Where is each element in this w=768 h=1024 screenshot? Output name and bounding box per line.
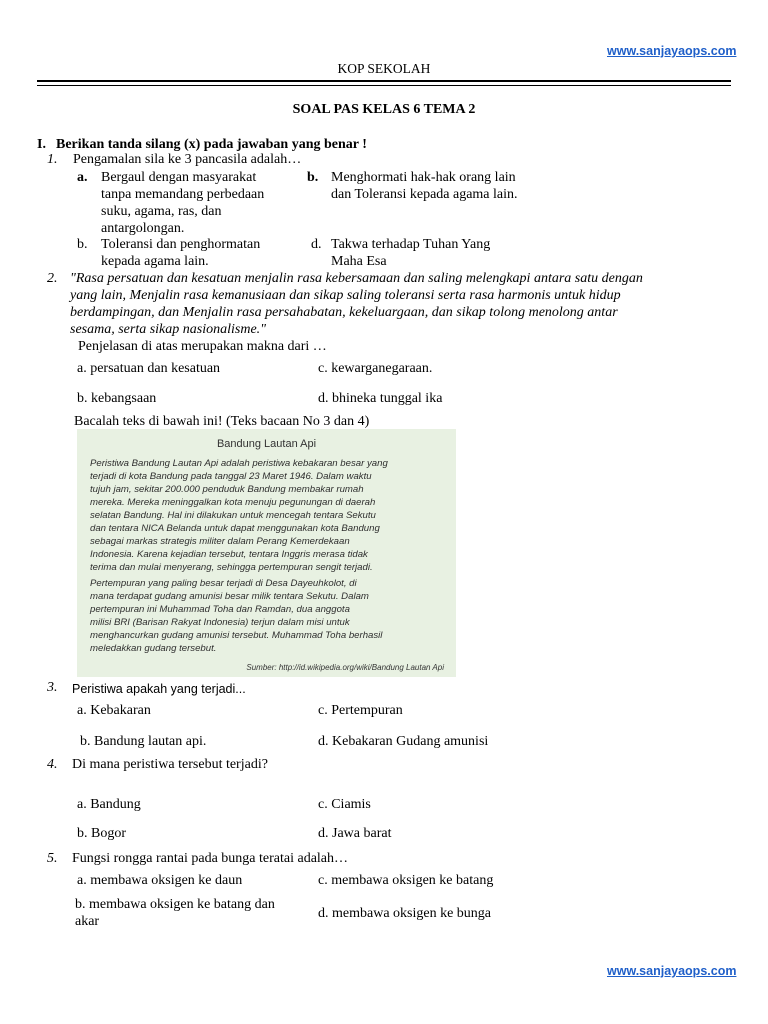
q1-option-a-line: antargolongan. [101,221,185,236]
q2-option-d: d. bhineka tunggal ika [318,391,443,406]
q5-option-a: a. membawa oksigen ke daun [77,873,243,888]
q2-option-c: c. kewarganegaraan. [318,361,433,376]
q5-option-c: c. membawa oksigen ke batang [318,873,494,888]
q5-option-b-line: akar [75,914,100,929]
q2-number: 2. [47,271,58,286]
q2-quote-line: "Rasa persatuan dan kesatuan menjalin rasa kebersamaan dan saling melengkapi antara satu dengan [70,271,643,286]
q3-text: Peristiwa apakah yang terjadi... [72,682,246,696]
q2-question: Penjelasan di atas merupakan makna dari … [78,339,327,354]
q3-option-a: a. Kebakaran [77,703,151,718]
passage-line: Pertempuran yang paling besar terjadi di Desa Dayeuhkolot, di [90,578,357,589]
q2-quote-line: sesama, serta sikap nasionalisme." [70,322,267,337]
header-rule-thick [37,80,731,82]
passage-line: meledakkan gudang tersebut. [90,643,217,654]
passage-line: dan tentara NICA Belanda untuk dapat menggunakan kota Bandung [90,523,380,534]
q1-option-b-label: b. [307,170,319,185]
q3-option-b: b. Bandung lautan api. [80,734,207,749]
q4-number: 4. [47,757,58,772]
q1-option-a-line: Bergaul dengan masyarakat [101,170,257,185]
reading-passage-box [77,429,456,677]
kop-sekolah: KOP SEKOLAH [337,61,431,76]
section-number: I. [37,137,46,152]
q1-option-d-label: d. [311,237,322,252]
q5-option-b-line: b. membawa oksigen ke batang dan [75,897,275,912]
passage-line: Peristiwa Bandung Lautan Api adalah peristiwa kebakaran besar yang [90,458,388,469]
q1-option-a-line: suku, agama, ras, dan [101,204,222,219]
passage-title: Bandung Lautan Api [216,438,317,450]
reading-instruction: Bacalah teks di bawah ini! (Teks bacaan No 3 dan 4) [74,414,370,429]
q3-option-d: d. Kebakaran Gudang amunisi [318,734,489,749]
q1-option-b-line: Menghormati hak-hak orang lain [331,170,516,185]
q2-option-b: b. kebangsaan [77,391,157,406]
header-rule-thin [37,85,731,86]
q3-option-c: c. Pertempuran [318,703,403,718]
q1-option-c-line: kepada agama lain. [101,254,209,269]
q1-option-b-line: dan Toleransi kepada agama lain. [331,187,518,202]
passage-line: sebagai markas strategis militer dalam Perang Kemerdekaan [90,536,350,547]
q1-number: 1. [47,152,58,167]
passage-line: tujuh jam, sekitar 200.000 penduduk Bandung membakar rumah [90,484,364,495]
q5-number: 5. [47,851,58,866]
q5-option-d: d. membawa oksigen ke bunga [318,906,492,921]
section-instruction: Berikan tanda silang (x) pada jawaban yang benar ! [56,137,367,152]
q2-quote-line: berdampingan, dan Menjalin rasa persahabatan, kekeluargaan, dan sikap tolong menolong antar [70,305,618,320]
q4-option-b: b. Bogor [77,826,126,841]
q1-option-d-line: Takwa terhadap Tuhan Yang [331,237,491,252]
website-link-top[interactable]: www.sanjayaops.com [607,44,737,58]
passage-line: mereka. Mereka meninggalkan kota menuju pegunungan di daerah [90,497,376,508]
page-title: SOAL PAS KELAS 6 TEMA 2 [292,102,476,117]
q5-text: Fungsi rongga rantai pada bunga teratai adalah… [72,851,349,866]
q2-option-a: a. persatuan dan kesatuan [77,361,221,376]
passage-line: terima dan mulai menyerang, sehingga pertempuran sengit terjadi. [90,562,373,573]
passage-line: Indonesia. Karena kejadian tersebut, tentara Inggris merasa tidak [90,549,368,560]
passage-source: Sumber: http://id.wikipedia.org/wiki/Bandung Lautan Api [246,663,444,672]
q4-text: Di mana peristiwa tersebut terjadi? [72,757,268,772]
passage-line: menghancurkan gudang amunisi tersebut. Muhammad Toha berhasil [90,630,383,641]
q3-number: 3. [47,680,58,695]
q4-option-d: d. Jawa barat [318,826,392,841]
passage-line: terjadi di kota Bandung pada tanggal 23 Maret 1946. Dalam waktu [90,471,372,482]
passage-line: mana terdapat gudang amunisi besar milik tentara Sekutu. Dalam [90,591,369,602]
website-link-bottom[interactable]: www.sanjayaops.com [607,964,737,978]
q2-quote-line: yang lain, Menjalin rasa kemanusiaan dan sikap saling toleransi serta rasa harmonis untuk hidup [70,288,621,303]
q4-option-c: c. Ciamis [318,797,371,812]
q1-text: Pengamalan sila ke 3 pancasila adalah… [73,152,302,167]
q4-option-a: a. Bandung [77,797,141,812]
q1-option-a-line: tanpa memandang perbedaan [101,187,265,202]
passage-line: pertempuran ini Muhammad Toha dan Ramdan, dua anggota [90,604,350,615]
passage-line: milisi BRI (Barisan Rakyat Indonesia) terjun dalam misi untuk [90,617,350,628]
q1-option-c-line: Toleransi dan penghormatan [101,237,261,252]
passage-line: selatan Bandung. Hal ini dilakukan untuk mencegah tentara Sekutu [90,510,376,521]
q1-option-a-label: a. [77,170,88,185]
q1-option-d-line: Maha Esa [331,254,387,269]
q1-option-c-label: b. [77,237,88,252]
